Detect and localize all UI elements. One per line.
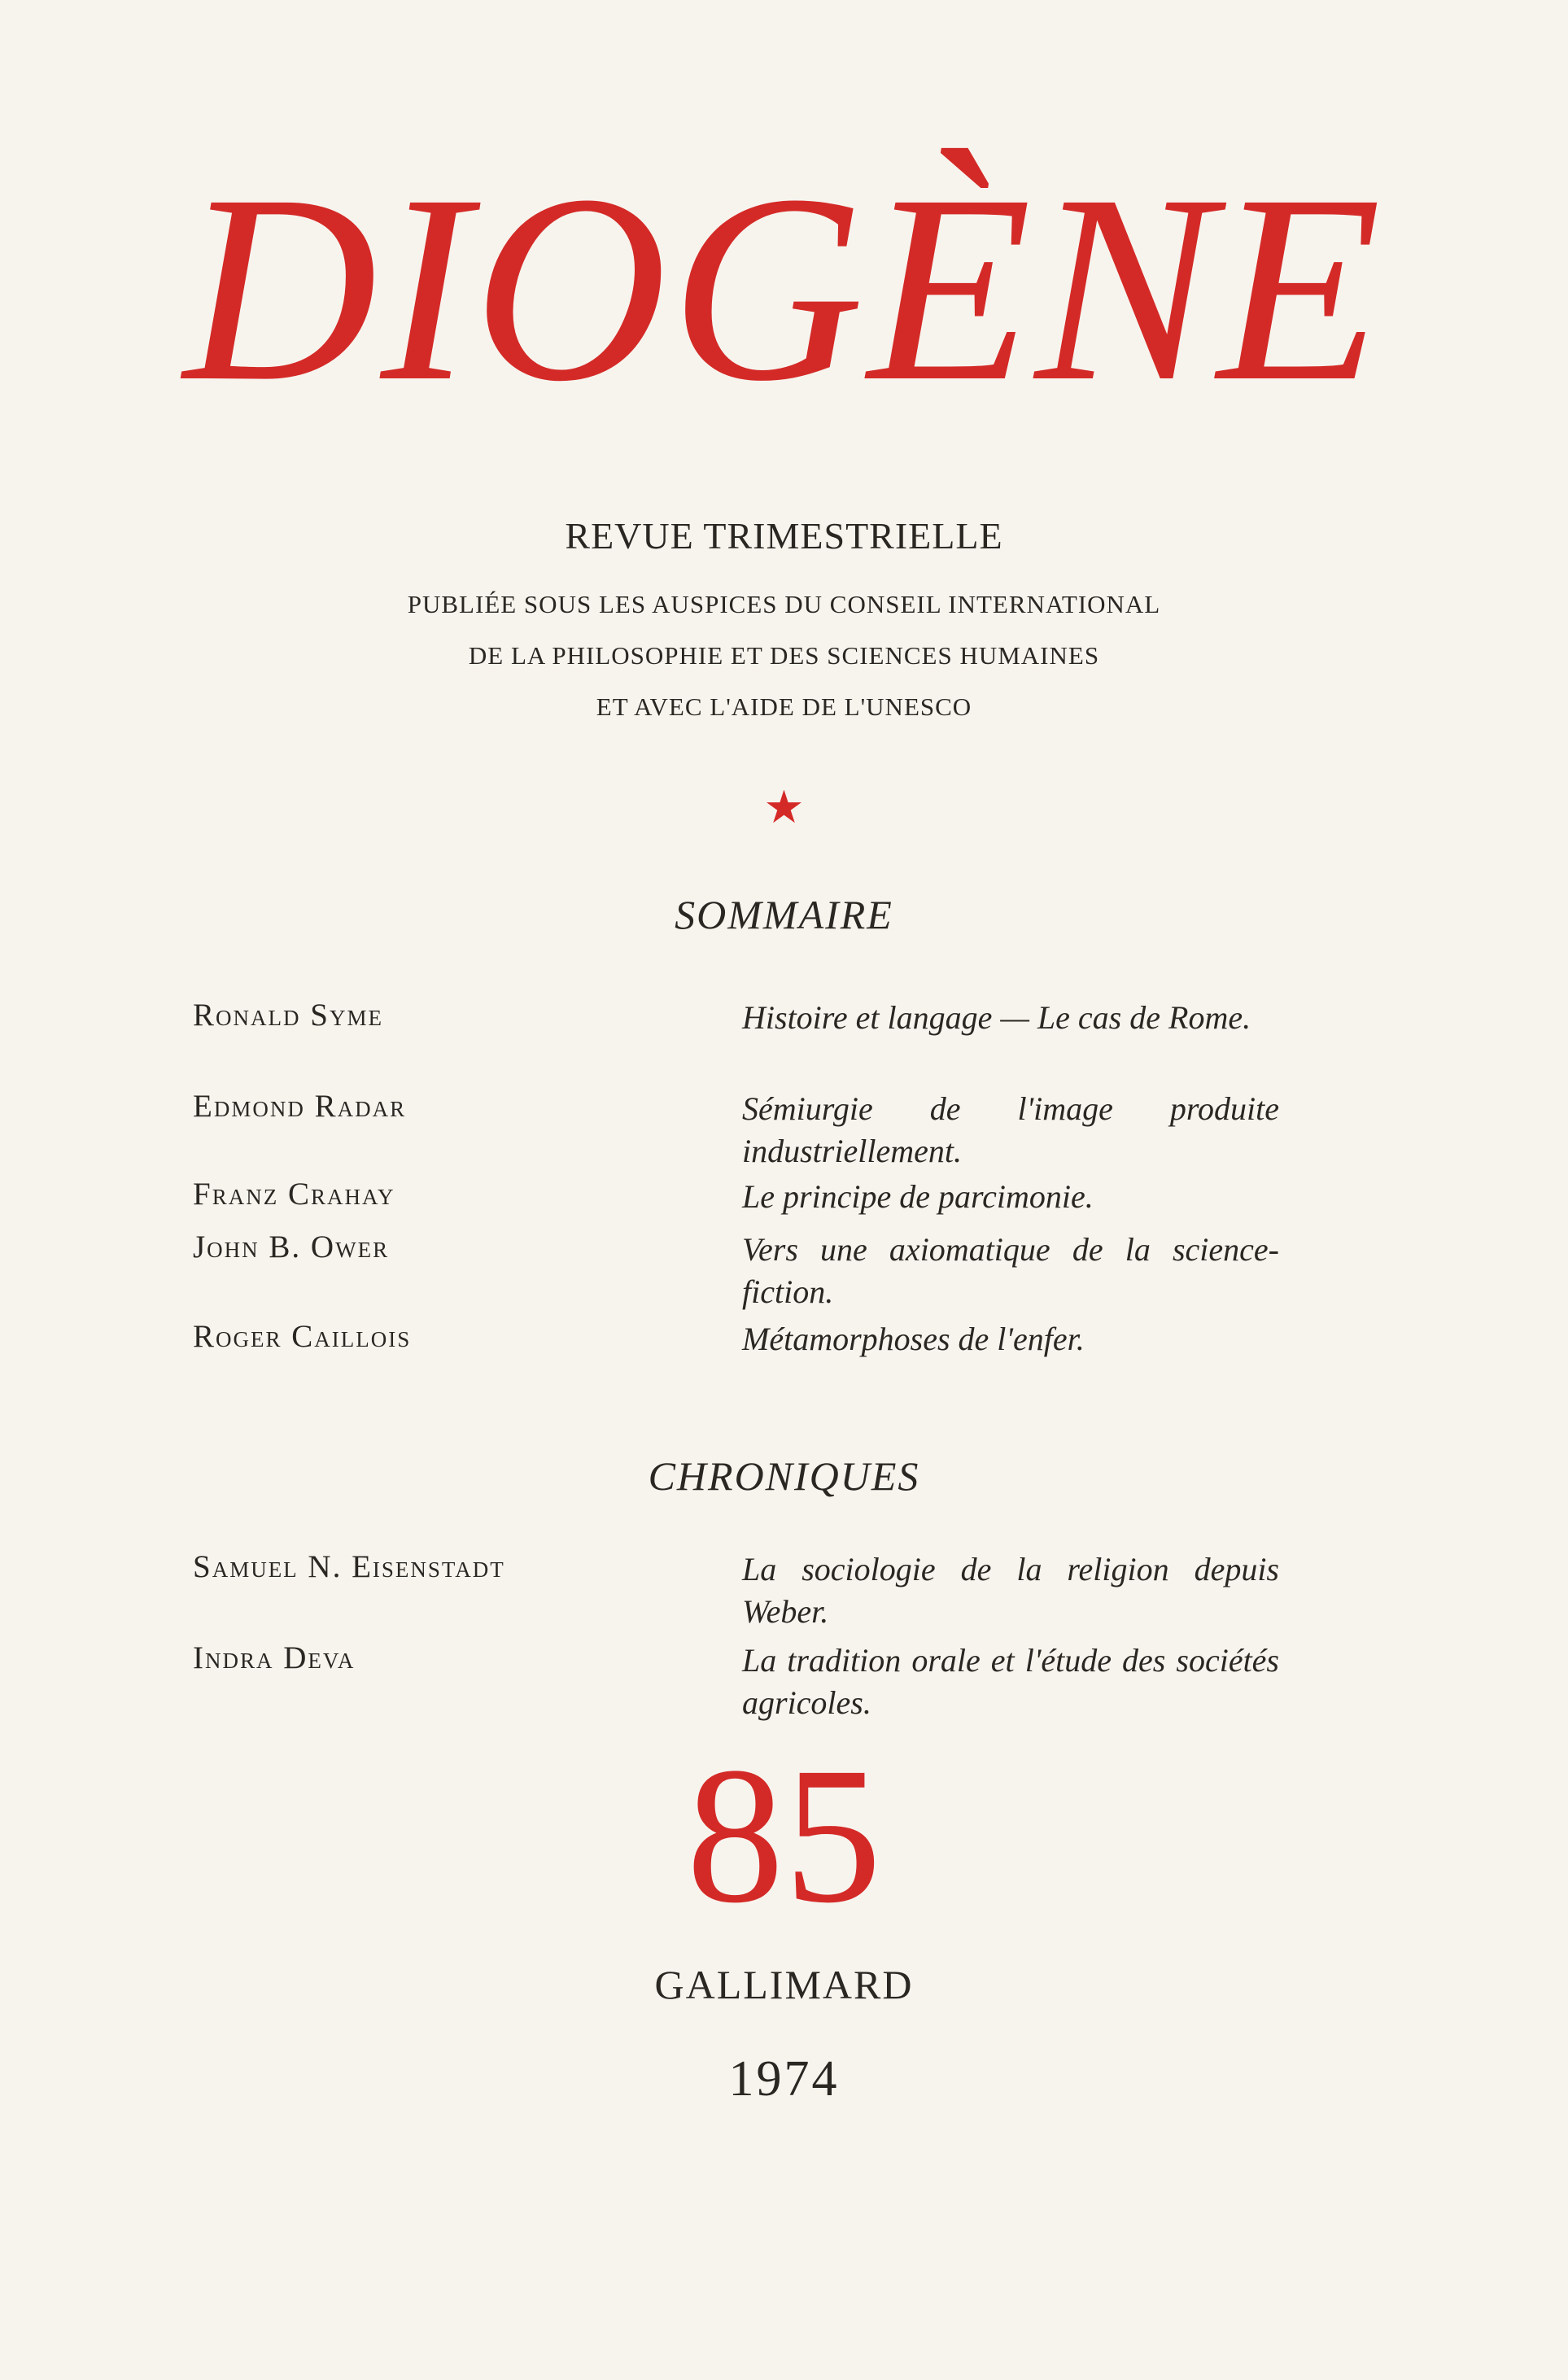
toc-title: Vers une axiomatique de la science-fiction. (742, 1231, 1279, 1310)
toc-author: Franz Crahay (193, 1177, 395, 1212)
journal-title: DIOGÈNE (183, 140, 1385, 437)
issue-number: 85 (686, 1727, 882, 1943)
chroniques-heading: CHRONIQUES (648, 1453, 920, 1499)
journal-subtitle: REVUE TRIMESTRIELLE (565, 515, 1003, 557)
toc-author: Indra Deva (193, 1640, 356, 1675)
toc-author: Ronald Syme (193, 998, 383, 1033)
publication-year: 1974 (728, 2051, 840, 2107)
auspices-line-3: ET AVEC L'AIDE DE L'UNESCO (596, 692, 972, 721)
auspices-line-1: PUBLIÉE SOUS LES AUSPICES DU CONSEIL INTERNATIONAL (407, 590, 1161, 618)
toc-title: Métamorphoses de l'enfer. (742, 1321, 1085, 1357)
toc-title: Le principe de parcimonie. (742, 1178, 1094, 1215)
toc-title: La sociologie de la religion depuis Weber. (742, 1551, 1279, 1630)
star-ornament-icon: ★ (763, 783, 805, 833)
toc-title: Histoire et langage — Le cas de Rome. (742, 999, 1251, 1036)
publisher-name: GALLIMARD (654, 1962, 914, 2007)
toc-title: Sémiurgie de l'image produite industriellement. (742, 1090, 1279, 1169)
toc-author: Edmond Radar (193, 1089, 407, 1124)
toc-author: Roger Caillois (193, 1319, 412, 1354)
toc-title: La tradition orale et l'étude des sociétés agricoles. (742, 1642, 1279, 1721)
toc-author: John B. Ower (193, 1229, 390, 1264)
sommaire-heading: SOMMAIRE (675, 892, 893, 937)
auspices-line-2: DE LA PHILOSOPHIE ET DES SCIENCES HUMAINES (468, 641, 1100, 670)
toc-author: Samuel N. Eisenstadt (193, 1549, 505, 1584)
